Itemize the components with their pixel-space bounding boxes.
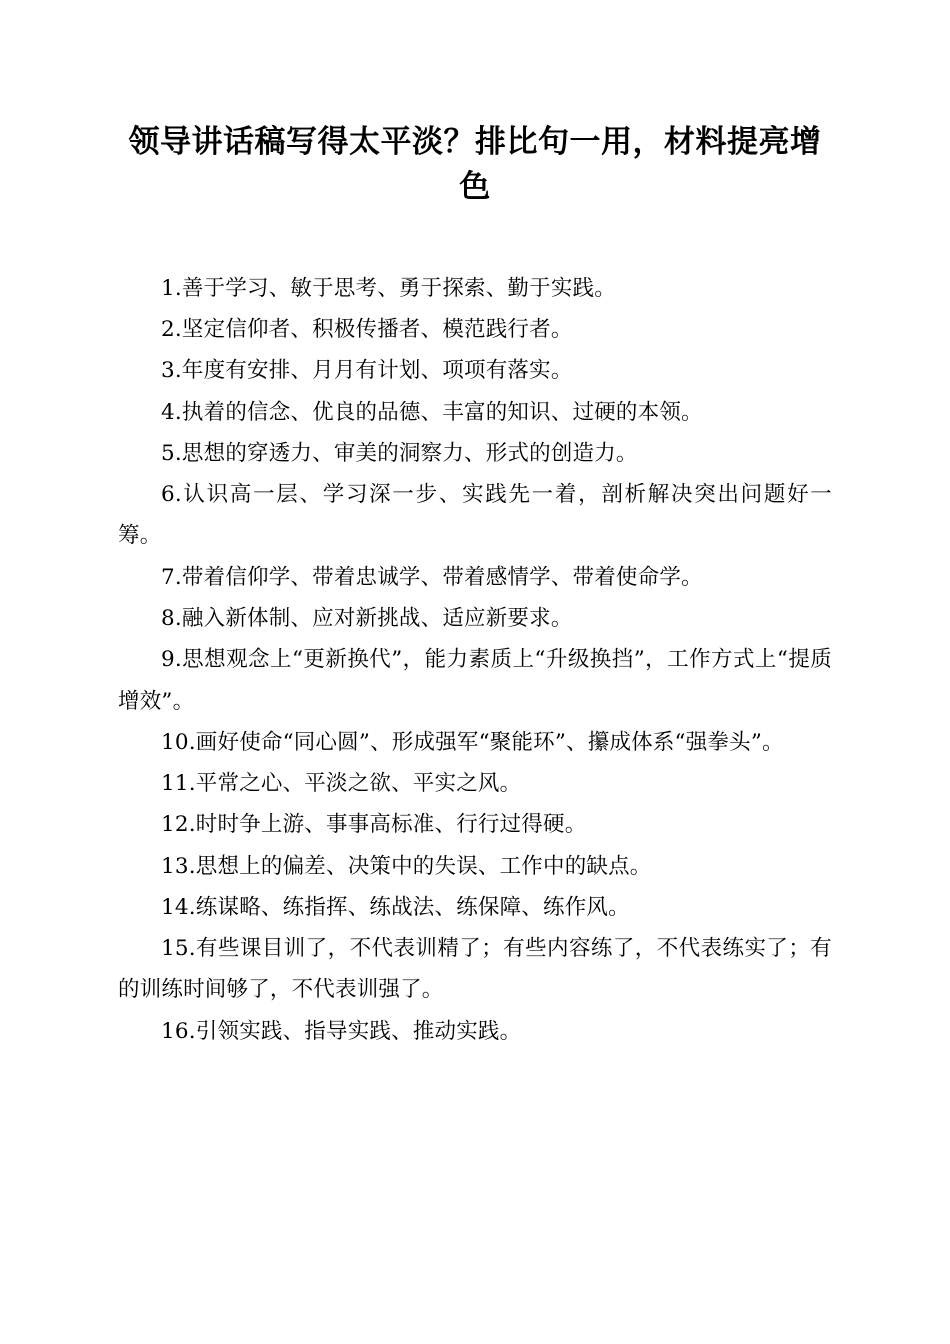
list-item: 10.画好使命“同心圆”、形成强军“聚能环”、攥成体系“强拳头”。 bbox=[161, 729, 784, 755]
document-body bbox=[118, 268, 832, 1052]
list-item: 13.思想上的偏差、决策中的失误、工作中的缺点。 bbox=[161, 853, 652, 879]
list-item: 15.有些课目训了，不代表训精了；有些内容练了，不代表练实了；有的训练时间够了，不代表训强了。 bbox=[118, 936, 832, 1003]
list-item: 9.思想观念上“更新换代”，能力素质上“升级换挡”，工作方式上“提质增效”。 bbox=[118, 647, 832, 714]
list-item: 6.认识高一层、学习深一步、实践先一着，剖析解决突出问题好一筹。 bbox=[118, 482, 832, 549]
list-item: 11.平常之心、平淡之欲、平实之风。 bbox=[161, 771, 522, 797]
list-item: 12.时时争上游、事事高标准、行行过得硬。 bbox=[161, 812, 587, 838]
list-item: 5.思想的穿透力、审美的洞察力、形式的创造力。 bbox=[161, 440, 638, 466]
page-title: 领导讲话稿写得太平淡？排比句一用，材料提亮增色 bbox=[128, 124, 822, 205]
list-item: 8.融入新体制、应对新挑战、适应新要求。 bbox=[161, 606, 573, 631]
list-item: 16.引领实践、指导实践、推动实践。 bbox=[161, 1018, 522, 1044]
list-item: 3.年度有安排、月月有计划、项项有落实。 bbox=[161, 358, 573, 384]
list-item: 2.坚定信仰者、积极传播者、模范践行者。 bbox=[161, 317, 573, 343]
list-item: 14.练谋略、练指挥、练战法、练保障、练作风。 bbox=[161, 894, 630, 920]
list-item: 1.善于学习、敏于思考、勇于探索、勤于实践。 bbox=[161, 275, 616, 301]
list-item: 4.执着的信念、优良的品德、丰富的知识、过硬的本领。 bbox=[161, 399, 703, 425]
list-item: 7.带着信仰学、带着忠诚学、带着感情学、带着使命学。 bbox=[161, 564, 703, 590]
